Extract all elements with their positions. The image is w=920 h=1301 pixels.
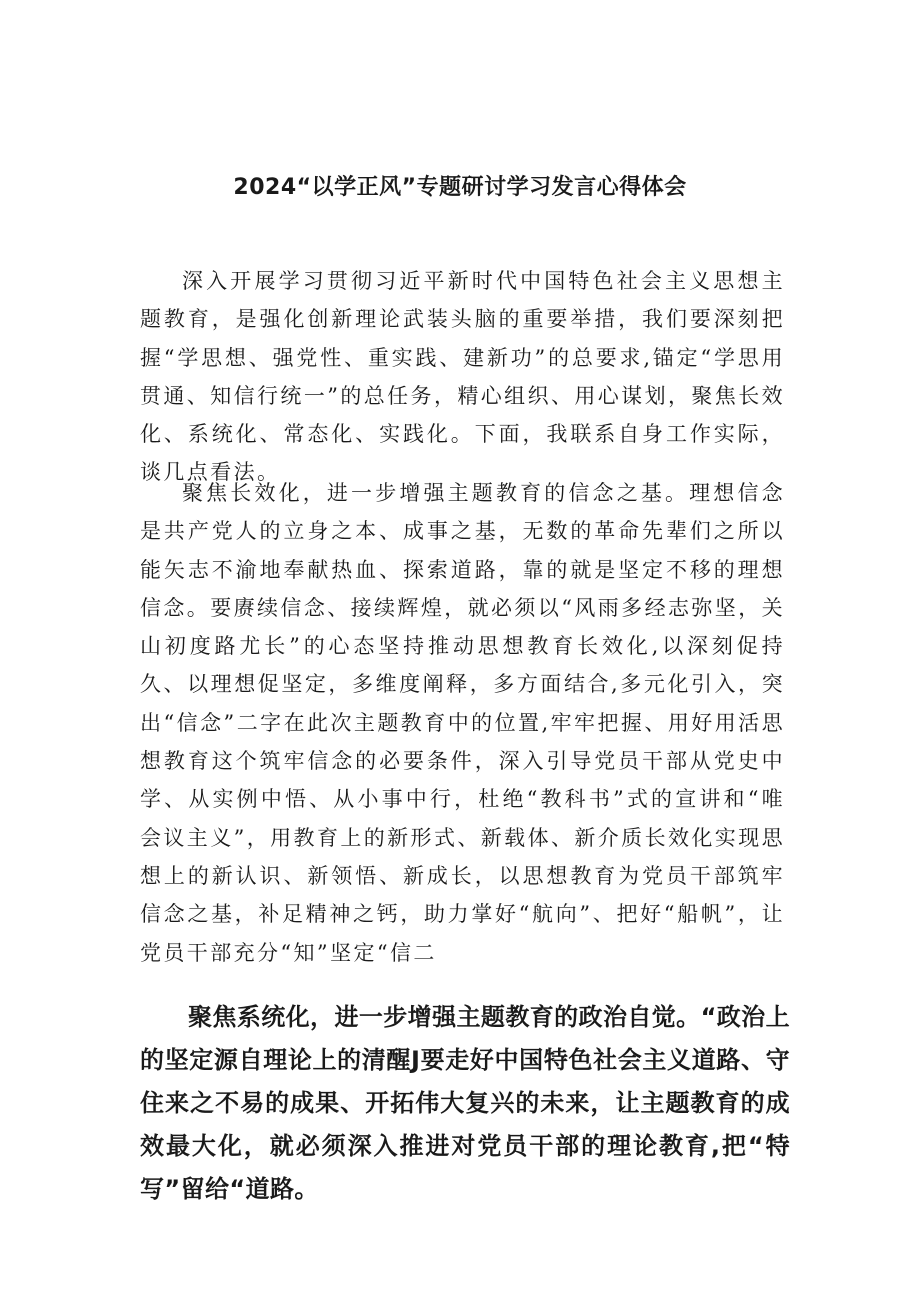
paragraph-block-2 <box>140 474 785 972</box>
paragraph-block-3 <box>140 996 790 1211</box>
document-title: 2024“以学正风”专题研讨学习发言心得体会 <box>233 175 687 200</box>
paragraph: 聚焦长效化，进一步增强主题教育的信念之基。理想信念是共产党人的立身之本、成事之基，无数的革命先辈们之所以能矢志不渝地奉献热血、探索道路，靠的就是坚定不移的理想信念。要赓续信念、接续辉煌，就必须以“风雨多经志弥坚，关山初度路尤长”的心态坚持推动思想教育长效化,以深刻促持久、以理想促坚定，多维度阐释，多方面结合,多元化引入，突出“信念”二字在此次主题教育中的位置,牢牢把握、用好用活思想教育这个筑牢信念的必要条件，深入引导党员干部从党史中学、从实例中悟、从小事中行，杜绝“教科书”式的宣讲和“唯会议主义”，用教育上的新形式、新载体、新介质长效化实现思想上的新认识、新领悟、新成长，以思想教育为党员干部筑牢信念之基，补足精神之钙，助力掌好“航向”、把好“船帆”，让党员干部充分“知”坚定“信二 <box>140 481 785 965</box>
paragraph: 深入开展学习贯彻习近平新时代中国特色社会主义思想主题教育，是强化创新理论武装头脑的重要举措，我们要深刻把握“学思想、强党性、重实践、建新功”的总要求,锚定“学思用贯通、知信行统一”的总任务，精心组织、用心谋划，聚焦长效化、系统化、常态化、实践化。下面，我联系自身工作实际，谈几点看法。 <box>140 269 785 485</box>
paragraph-block-1 <box>140 262 785 492</box>
paragraph: 聚焦系统化，进一步增强主题教育的政治自觉。“政治上的坚定源自理论上的清醒J要走好中国特色社会主义道路、守住来之不易的成果、开拓伟大复兴的未来，让主题教育的成效最大化，就必须深入推进对党员干部的理论教育,把“特写”留给“道路。 <box>140 1003 790 1203</box>
